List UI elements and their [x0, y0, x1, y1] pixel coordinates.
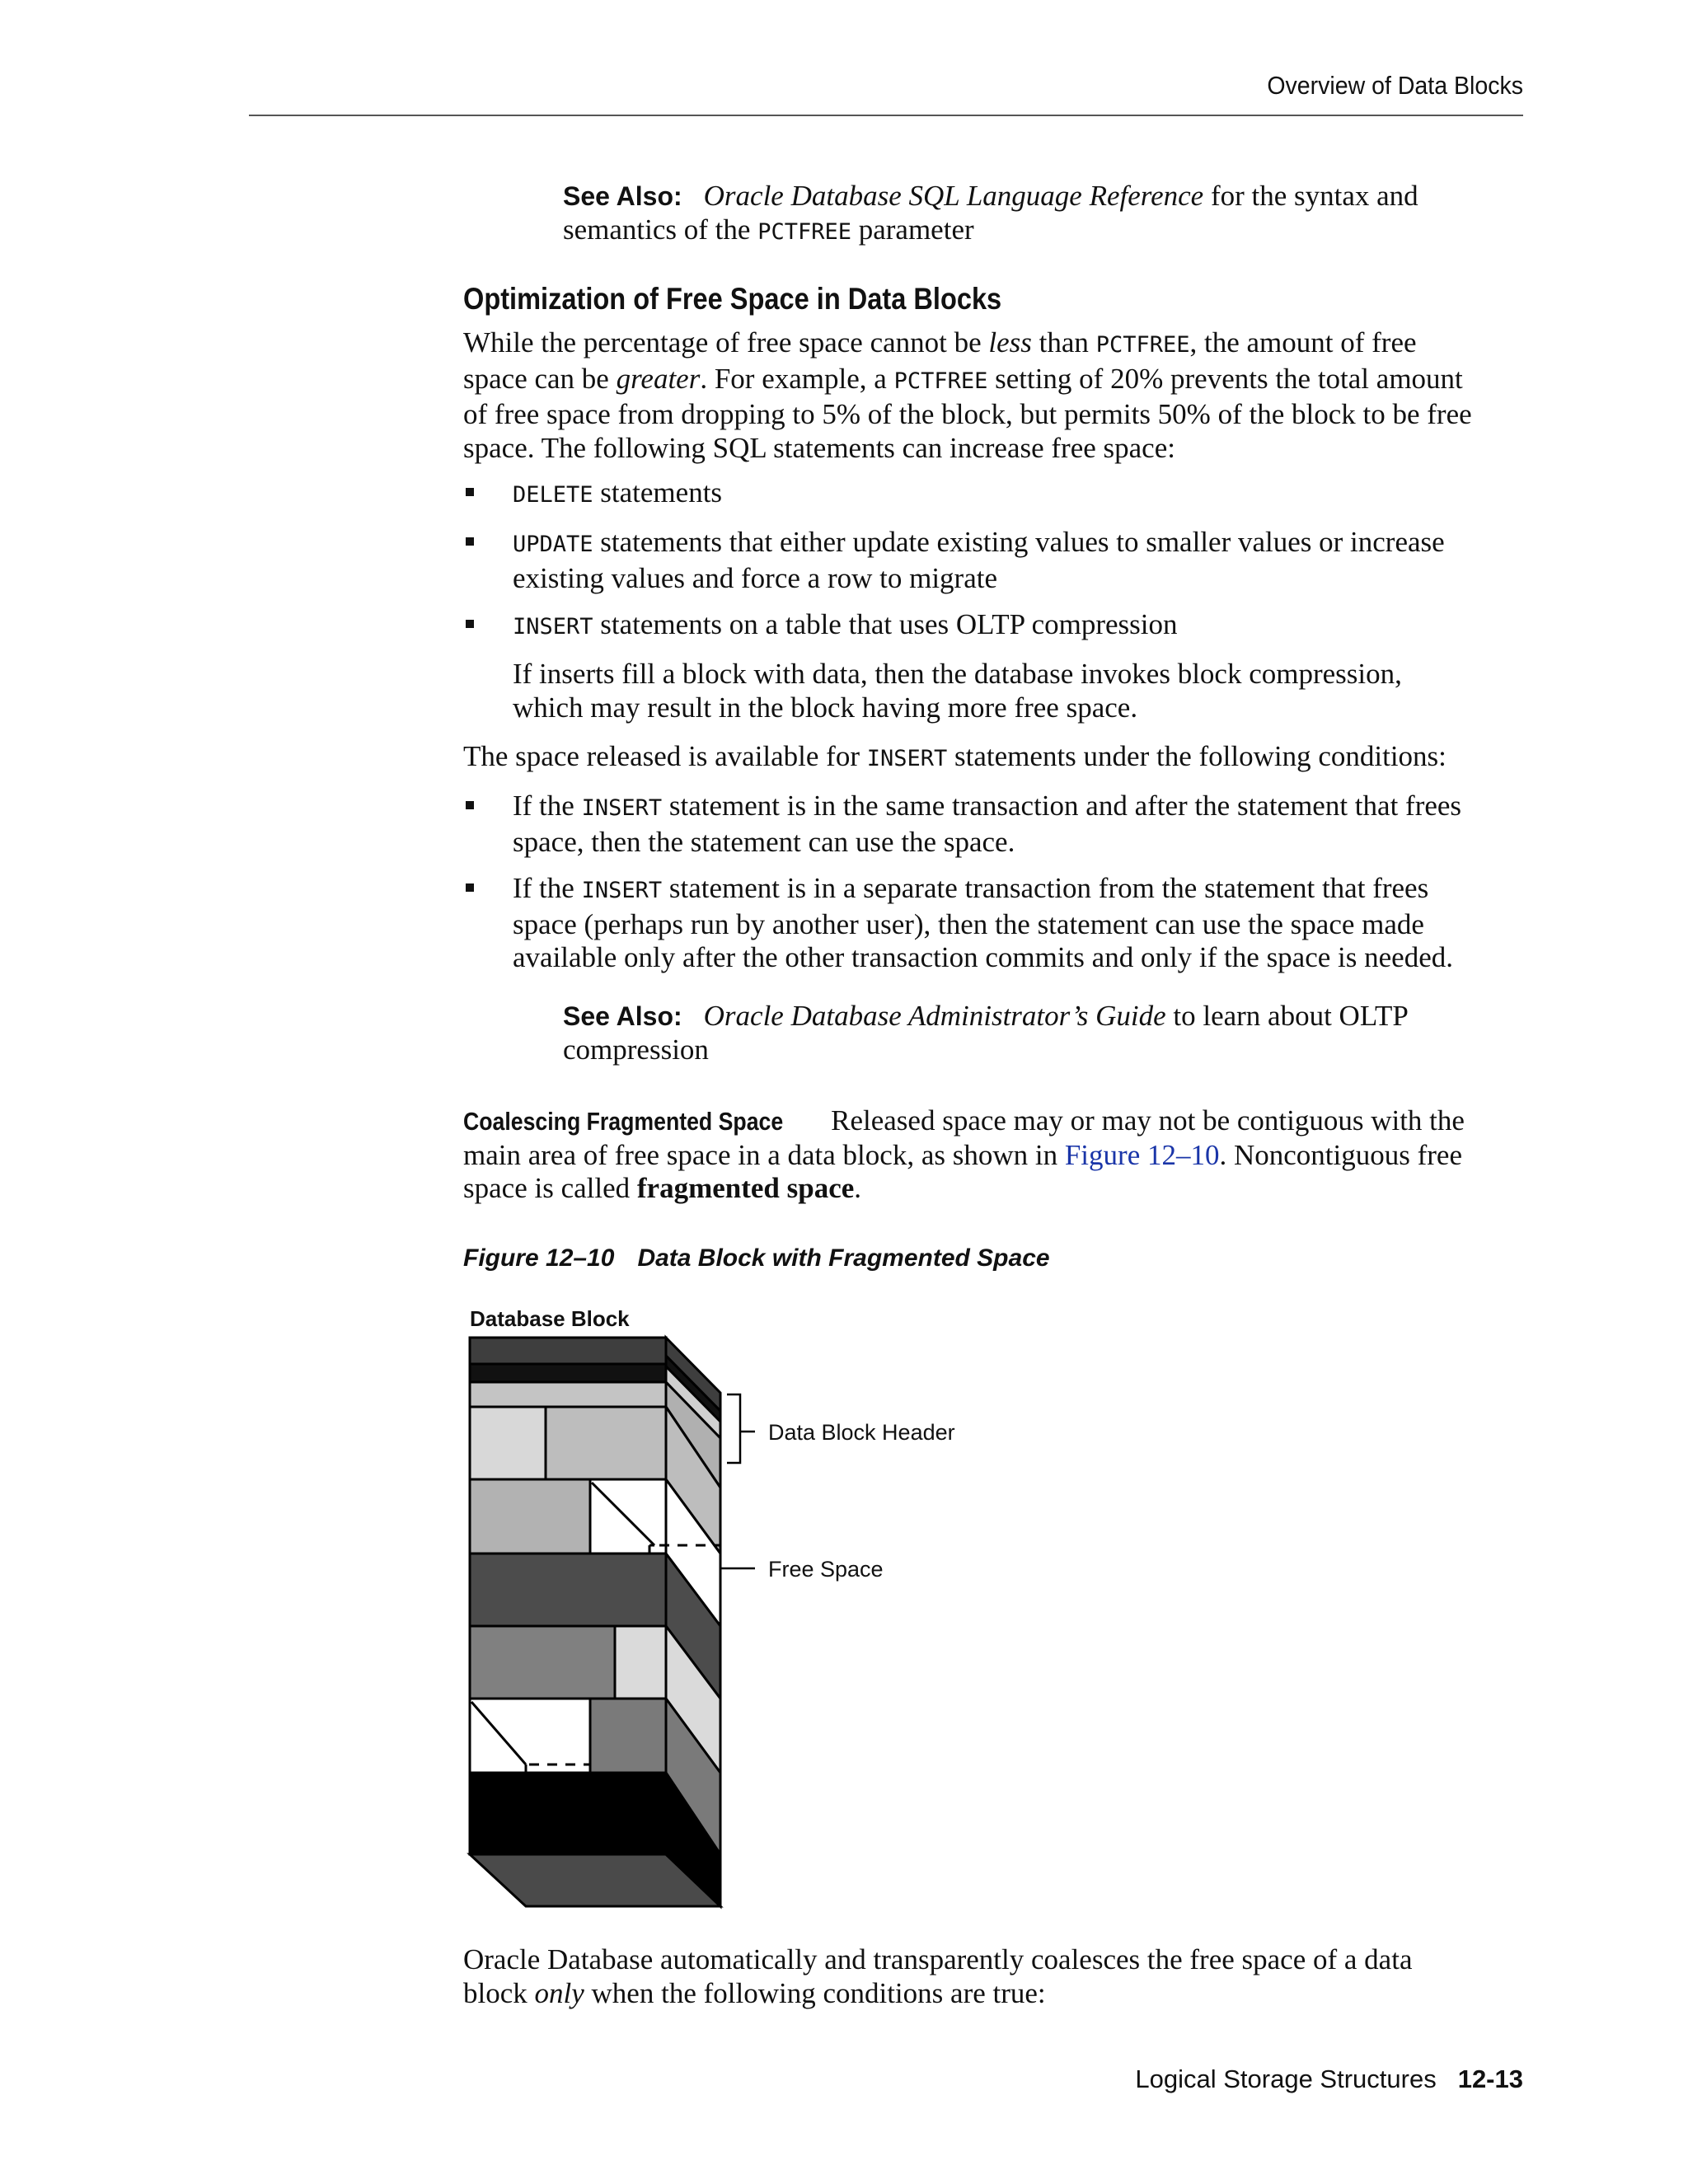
figure-link[interactable]: Figure 12–10: [1064, 1138, 1220, 1171]
code-term: UPDATE: [513, 532, 593, 557]
bullet-marker: [466, 620, 474, 628]
code-term: INSERT: [513, 614, 593, 640]
page-footer: [1071, 2064, 1523, 2094]
data-block-header-label: Data Block Header: [768, 1420, 955, 1445]
running-header: Overview of Data Blocks: [1267, 71, 1523, 100]
list-item: If the INSERT statement is in the same transaction and after the statement that frees space, then the statement can use the space.: [463, 790, 1526, 859]
data-block-diagram: [462, 1298, 989, 1916]
code-term: INSERT: [866, 746, 948, 771]
defined-term: fragmented space: [636, 1172, 855, 1204]
list-item: If the INSERT statement is in a separate transaction from the statement that frees space (perhaps run by another user), then the statement can use the space made available only after the other transaction commits and only if the space is needed.: [463, 872, 1526, 975]
see-also-text: parameter: [851, 213, 974, 246]
closing-paragraph: Oracle Database automatically and transparently coalesces the free space of a data block only when the following conditions are true:: [463, 1943, 1413, 2009]
see-also-text: for the syntax and: [1203, 180, 1418, 212]
free-space-region: [590, 1479, 666, 1554]
header-rule: [249, 115, 1523, 116]
see-also-label: See Also:: [563, 1001, 682, 1031]
code-term: DELETE: [513, 482, 593, 508]
bullet-marker: [466, 801, 474, 809]
runin-heading: Coalescing Fragmented Space: [463, 1107, 784, 1136]
intro-paragraph: While the percentage of free space cannot be less than PCTFREE, the amount of free space can be greater. For example, a PCTFREE setting of 20% prevents the total amount of free space from dropping to 5% of the block, but permits 50% of the block to be free space. The following SQL statements can increase free space:: [463, 326, 1472, 464]
list-item: DELETE statements: [463, 476, 1526, 513]
figure-title: Data Block with Fragmented Space: [637, 1244, 1050, 1272]
code-term: INSERT: [581, 795, 663, 821]
block-side-face: [666, 1338, 720, 1906]
list-item: INSERT statements on a table that uses OLTP compression: [463, 608, 1526, 644]
section-heading: Optimization of Free Space in Data Blocks: [463, 282, 1002, 316]
figure-number: Figure 12–10: [463, 1244, 615, 1272]
free-space-label: Free Space: [768, 1557, 884, 1582]
code-term: INSERT: [581, 878, 663, 903]
reference-title: Oracle Database SQL Language Reference: [703, 180, 1204, 212]
code-term: PCTFREE: [893, 368, 988, 394]
footer-chapter: Logical Storage Structures: [1135, 2064, 1437, 2093]
page-number: 12-13: [1457, 2064, 1523, 2093]
header-bracket: [727, 1394, 740, 1463]
see-also-note-1: [563, 180, 1519, 249]
coalescing-paragraph: Coalescing Fragmented Space Released space may or may not be contiguous with the main area of free space in a data block, as shown in Figure 12–10. Noncontiguous free space is called fragmented space.: [463, 1104, 1465, 1204]
figure-caption: [463, 1244, 1050, 1272]
code-term: PCTFREE: [1095, 332, 1190, 358]
released-paragraph: The space released is available for INSERT statements under the following conditions:: [463, 740, 1447, 772]
see-also-label: See Also:: [563, 181, 682, 211]
see-also-text: semantics of the: [563, 213, 758, 246]
bullet-marker: [466, 537, 474, 546]
block-front-face: [470, 1338, 666, 1854]
reference-title: Oracle Database Administrator’s Guide: [703, 1000, 1166, 1032]
code-term: PCTFREE: [757, 218, 851, 245]
list-item-continuation: If inserts fill a block with data, then the database invokes block compression, which may result in the block having more free space.: [513, 658, 1402, 724]
database-block-label: Database Block: [470, 1306, 630, 1331]
bullet-marker: [466, 883, 474, 892]
see-also-note-2: See Also: Oracle Database Administrator’s Guide to learn about OLTP compression: [563, 1000, 1409, 1066]
fragmented-space-region: [470, 1699, 590, 1773]
bullet-marker: [466, 488, 474, 496]
list-item: UPDATE statements that either update existing values to smaller values or increase existing values and force a row to migrate: [463, 526, 1526, 595]
